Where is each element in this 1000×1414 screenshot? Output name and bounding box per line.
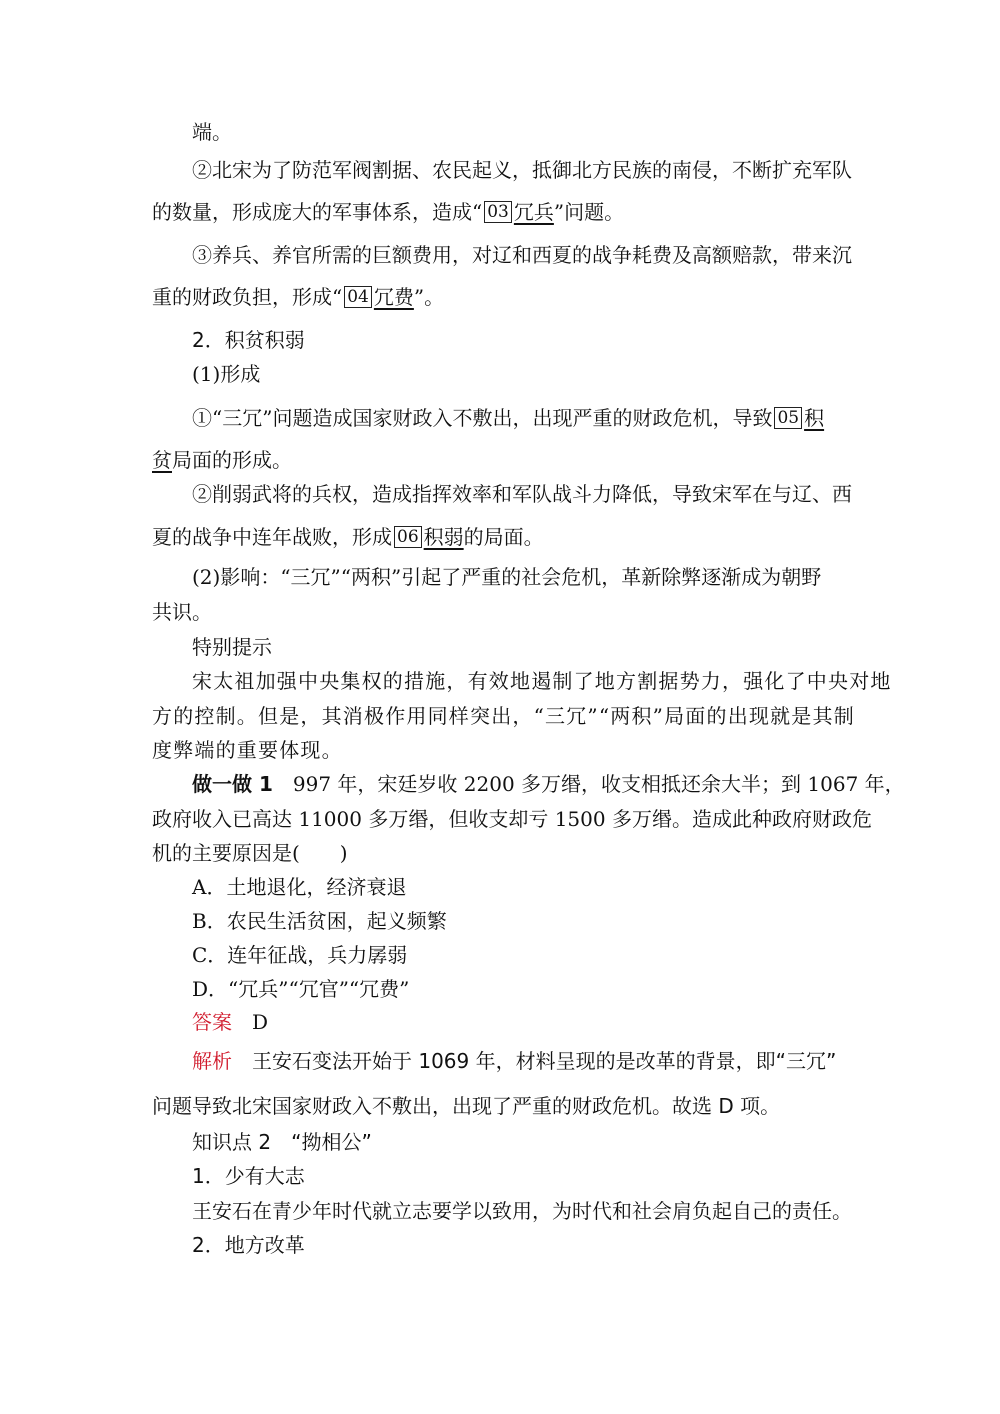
blank-number-box: 04 xyxy=(344,286,372,308)
fill-in-answer: 冗兵 xyxy=(513,200,554,224)
exercise-question-line: 机的主要原因是( ) xyxy=(152,841,348,865)
fill-in-answer: 冗费 xyxy=(373,285,414,309)
tip-line: 宋太祖加强中央集权的措施，有效地遏制了地方割据势力，强化了中央对地 xyxy=(192,669,892,693)
fill-in-answer: 积 xyxy=(804,406,825,430)
paragraph-line: ②北宋为了防范军阀割据、农民起义，抵御北方民族的南侵，不断扩充军队 xyxy=(192,158,852,182)
paragraph-line: 夏的战争中连年战败，形成 06 积弱的局面。 xyxy=(152,525,544,549)
paragraph-line: 王安石在青少年时代就立志要学以致用，为时代和社会肩负起自己的责任。 xyxy=(192,1199,852,1223)
exercise-question-line: 政府收入已高达 11000 多万缗，但收支却亏 1500 多万缗。造成此种政府财政危 xyxy=(152,807,872,831)
paragraph-line: ②削弱武将的兵权，造成指挥效率和军队战斗力降低，导致宋军在与辽、西 xyxy=(192,482,852,506)
analysis-line: 问题导致北宋国家财政入不敷出，出现了严重的财政危机。故选 D 项。 xyxy=(152,1094,781,1118)
paragraph-line: 的数量，形成庞大的军事体系，造成“ 03 冗兵”问题。 xyxy=(152,200,625,224)
fill-in-answer: 贫 xyxy=(152,448,172,472)
subsection-heading: (1)形成 xyxy=(192,362,261,386)
section-heading: 1．少有大志 xyxy=(192,1164,305,1188)
exercise-question: 做一做 1 997 年，宋廷岁收 2200 多万缗，收支相抵还余大半；到 1067 年， xyxy=(192,772,905,796)
blank-number-box: 06 xyxy=(394,526,422,548)
knowledge-point-heading: 知识点 2 “拗相公” xyxy=(192,1130,372,1154)
answer-label: 答案 xyxy=(192,1010,232,1034)
answer-line xyxy=(192,1008,268,1036)
blank-number-box: 03 xyxy=(484,201,512,223)
analysis-label: 解析 xyxy=(192,1049,232,1073)
paragraph-line: 重的财政负担，形成“ 04 冗费”。 xyxy=(152,285,445,309)
paragraph-line: 共识。 xyxy=(152,600,212,624)
option-b: B．农民生活贫困，起义频繁 xyxy=(192,909,447,933)
paragraph-line: (2)影响：“三冗”“两积”引起了严重的社会危机，革新除弊逐渐成为朝野 xyxy=(192,565,822,589)
exercise-label: 做一做 1 xyxy=(192,772,273,796)
paragraph-line: 端。 xyxy=(192,120,232,144)
paragraph-line: ①“三冗”问题造成国家财政入不敷出，出现严重的财政危机，导致 05 积 xyxy=(192,406,825,430)
tip-heading: 特别提示 xyxy=(192,635,272,659)
fill-in-answer: 积弱 xyxy=(423,525,464,549)
tip-line: 度弊端的重要体现。 xyxy=(152,738,343,762)
option-c: C．连年征战，兵力孱弱 xyxy=(192,943,408,967)
option-a: A．土地退化，经济衰退 xyxy=(192,875,407,899)
paragraph-line: ③养兵、养官所需的巨额费用，对辽和西夏的战争耗费及高额赔款，带来沉 xyxy=(192,243,852,267)
section-heading: 2．地方改革 xyxy=(192,1233,305,1257)
option-d: D．“冗兵”“冗官”“冗费” xyxy=(192,977,410,1001)
section-heading: 2．积贫积弱 xyxy=(192,328,305,352)
paragraph-line: 贫局面的形成。 xyxy=(152,448,292,472)
analysis-line: 解析 王安石变法开始于 1069 年，材料呈现的是改革的背景，即“三冗” xyxy=(192,1049,837,1073)
answer-value: D xyxy=(252,1010,269,1034)
tip-line: 方的控制。但是，其消极作用同样突出，“三冗”“两积”局面的出现就是其制 xyxy=(152,704,855,728)
blank-number-box: 05 xyxy=(774,407,802,429)
